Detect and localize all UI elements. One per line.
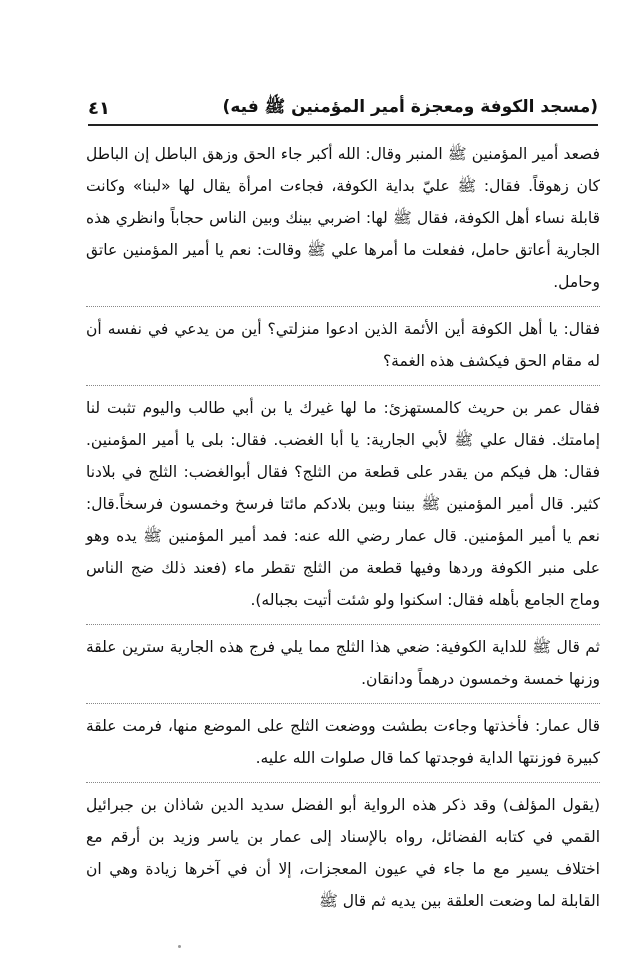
footer-dot (178, 945, 181, 948)
page-body (86, 138, 600, 925)
paragraph-4: ثم قال ﷺ للداية الكوفية: ضعي هذا الثلج مما يلي فرج هذه الجارية سترين علقة وزنها خمسة وخمسون درهماً ودانقان. (86, 624, 600, 703)
page-number: ٤١ (88, 97, 110, 119)
paragraph-3: فقال عمر بن حريث كالمستهزئ: ما لها غيرك يا بن أبي طالب واليوم تثبت لنا إمامتك. فقال علي ﷺ لأبي الجارية: يا أبا الغضب. فقال: بلى يا أمير المؤمنين. فقال: هل فيكم من يقدر على قطعة من الثلج؟ فقال أبوالغضب: الثلج في بلادنا كثير. قال أمير المؤمنين ﷺ بيننا وبين بلادكم مائتا فرسخ وخمسون فرسخاً.قال: نعم يا أمير المؤمنين. قال عمار رضي الله عنه: فمد أمير المؤمنين ﷺ يده وهو على منبر الكوفة وردها وفيها قطعة من الثلج تقطر ماء (فعند ذلك ضج الناس وماج الجامع بأهله فقال: اسكنوا ولو شئت أتيت بجباله). (86, 385, 600, 624)
page-header (88, 92, 598, 126)
paragraph-1: فصعد أمير المؤمنين ﷺ المنبر وقال: الله أكبر جاء الحق وزهق الباطل إن الباطل كان زهوقاً. فقال: ﷺ عليّ بداية الكوفة، فجاءت امرأة يقال لها «لبنا» وكانت قابلة نساء أهل الكوفة، فقال ﷺ لها: اضربي بينك وبين الناس حجاباً وانظري هذه الجارية أعاتق حامل، ففعلت ما أمرها علي ﷺ وقالت: نعم يا أمير المؤمنين عاتق وحامل. (86, 145, 600, 291)
paragraph-6: (يقول المؤلف) وقد ذكر هذه الرواية أبو الفضل سديد الدين شاذان بن جبرائيل القمي في كتابه الفضائل، رواه بالإسناد إلى عمار بن ياسر وزيد بن أرقم مع اختلاف يسير مع ما جاء في عيون المعجزات، إلا أن في آخرها زيادة وهي ان القابلة لما وضعت العلقة بين يديه ثم قال ﷺ (86, 782, 600, 925)
paragraph-2: فقال: يا أهل الكوفة أين الأئمة الذين ادعوا منزلتي؟ أين من يدعي في نفسه أن له مقام الحق فيكشف هذه الغمة؟ (86, 306, 600, 385)
paragraph-5: قال عمار: فأخذتها وجاءت بطشت ووضعت الثلج على الموضع منها، فرمت علقة كبيرة فوزنتها الداية فوجدتها كما قال صلوات الله عليه. (86, 703, 600, 782)
running-title: (مسجد الكوفة ومعجزة أمير المؤمنين ﷺ فيه) (222, 96, 598, 117)
